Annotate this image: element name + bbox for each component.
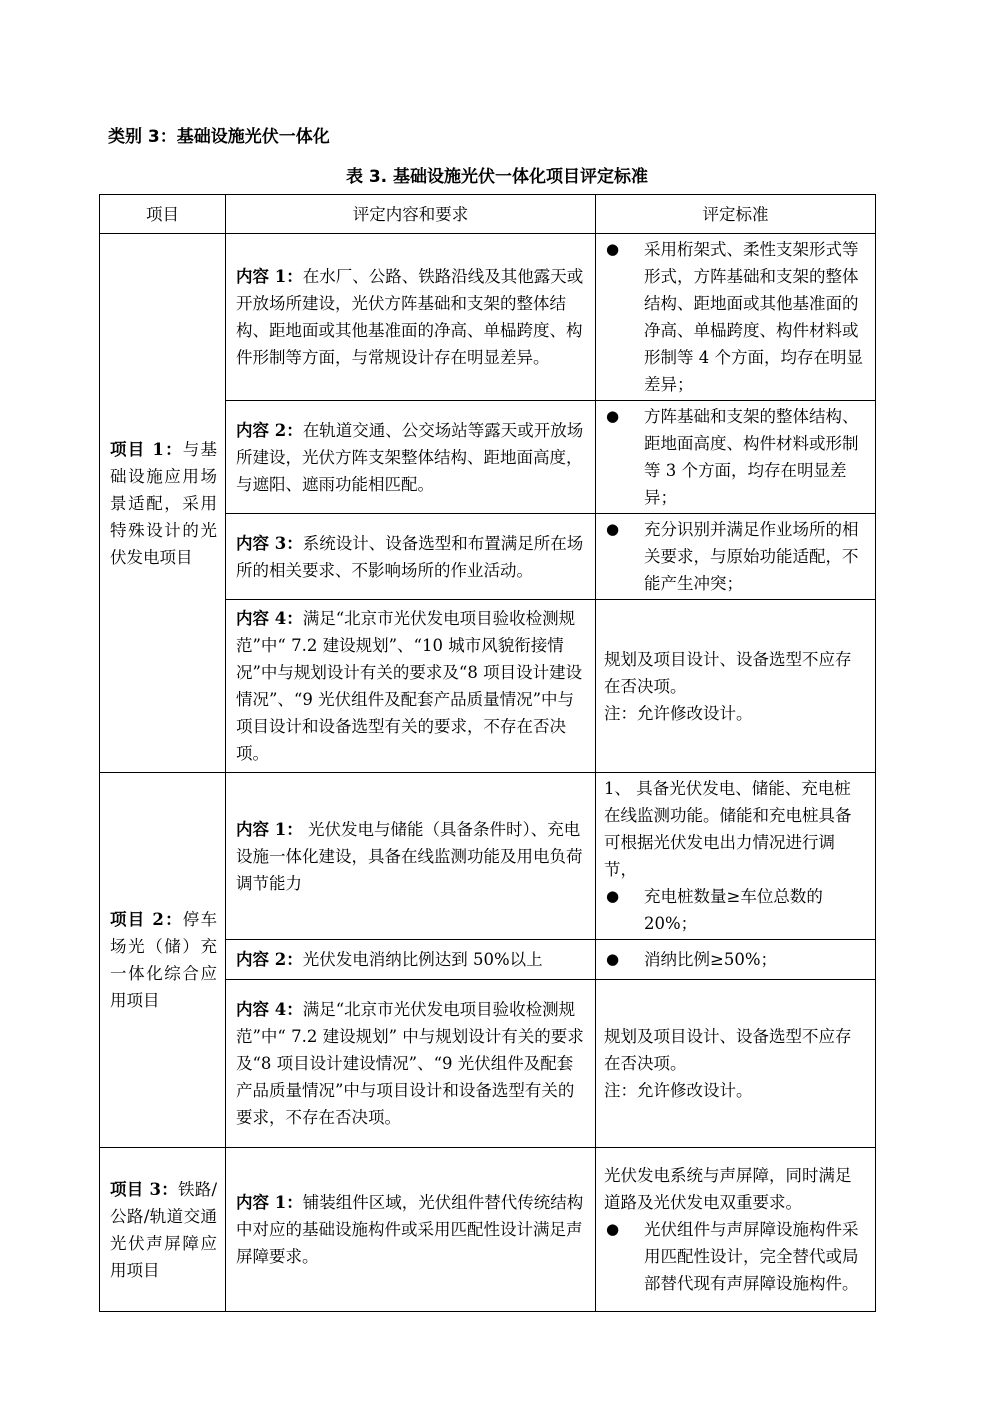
header-content: 评定内容和要求 [226, 195, 596, 234]
content-cell [226, 1148, 596, 1312]
content-text: 在轨道交通、公交场站等露天或开放场所建设，光伏方阵支架整体结构、距地面高度，与遮阳、遮雨功能相匹配。 [236, 420, 584, 494]
bullet-icon: ● [606, 520, 620, 538]
content-text: 光伏发电与储能（具备条件时）、充电设施一体化建设，具备在线监测功能及用电负荷调节能力 [236, 819, 583, 893]
content-label: 内容 4： [236, 609, 303, 628]
content-text: 满足“北京市光伏发电项目验收检测规范”中“ 7.2 建设规划” 中与规划设计有关的要求及“8 项目设计建设情况”、“9 光伏组件及配套产品质量情况”中与项目设计和设备选型有关的要求，不存在否决项。 [236, 1000, 584, 1127]
content-cell [226, 514, 596, 600]
bullet-icon: ● [606, 1220, 620, 1238]
table-caption: 表 3. 基础设施光伏一体化项目评定标准 [345, 167, 649, 187]
content-text: 铺装组件区域，光伏组件替代传统结构中对应的基础设施构件或采用匹配性设计满足声屏障要求。 [236, 1193, 584, 1266]
criteria-cell [596, 401, 876, 514]
content-cell [226, 234, 596, 401]
criteria-text: 充分识别并满足作业场所的相关要求，与原始功能适配，不能产生冲突； [644, 520, 859, 593]
criteria-text: 光伏发电系统与声屏障，同时满足道路及光伏发电双重要求。 [604, 1166, 852, 1212]
criteria-cell [596, 980, 876, 1148]
criteria-text: 消纳比例≥50%； [644, 950, 777, 969]
criteria-cell [596, 234, 876, 401]
content-text: 光伏发电消纳比例达到 50%以上 [302, 950, 543, 969]
content-cell [226, 600, 596, 773]
criteria-cell [596, 514, 876, 600]
content-cell [226, 401, 596, 514]
criteria-bullet-item [604, 946, 867, 973]
project-title-label: 项目 1： [110, 439, 183, 459]
project-cell [100, 234, 226, 773]
header-criteria: 评定标准 [596, 195, 876, 234]
bullet-icon: ● [606, 407, 620, 425]
project-cell [100, 1148, 226, 1312]
content-label: 内容 3： [236, 533, 303, 553]
criteria-text: 采用桁架式、柔性支架形式等形式，方阵基础和支架的整体结构、距地面或其他基准面的净高、单榀跨度、构件材料或形制等 4 个方面，均存在明显差异； [644, 240, 863, 394]
project-title-label: 项目 2： [110, 910, 183, 929]
bullet-icon: ● [606, 887, 620, 905]
content-label: 内容 4： [236, 1000, 303, 1019]
content-label: 内容 1： [236, 267, 303, 286]
project-title-text: 与基础设施应用场景适配，采用特殊设计的光伏发电项目 [110, 439, 217, 567]
table-row [100, 1148, 876, 1312]
criteria-text: 方阵基础和支架的整体结构、距地面高度、构件材料或形制等 3 个方面，均存在明显差异； [644, 407, 859, 507]
content-label: 内容 2： [236, 420, 303, 440]
evaluation-table [99, 194, 876, 1312]
content-cell [226, 940, 596, 980]
criteria-cell [596, 940, 876, 980]
content-text: 满足“北京市光伏发电项目验收检测规范”中“ 7.2 建设规划”、“10 城市风貌衔接情况”中与规划设计有关的要求及“8 项目设计建设情况”、“9 光伏组件及配套产品质量情况”中与项目设计和设备选型有关的要求，不存在否决项。 [236, 609, 583, 763]
project-title-label: 项目 3： [110, 1179, 178, 1199]
content-label: 内容 2： [236, 950, 303, 969]
content-cell [226, 773, 596, 940]
section-heading: 类别 3：基础设施光伏一体化 [108, 127, 330, 147]
table-row [100, 234, 876, 401]
project-title-text: 铁路/公路/轨道交通光伏声屏障应用项目 [110, 1179, 217, 1280]
content-text: 系统设计、设备选型和布置满足所在场所的相关要求、不影响场所的作业活动。 [236, 533, 584, 580]
content-label: 内容 1： [236, 1193, 303, 1212]
criteria-bullet-item [604, 883, 867, 937]
criteria-cell [596, 600, 876, 773]
criteria-text: 光伏组件与声屏障设施构件采用匹配性设计，完全替代或局部替代现有声屏障设施构件。 [644, 1220, 859, 1293]
project-cell [100, 773, 226, 1148]
bullet-icon: ● [606, 950, 620, 968]
criteria-text: 注：允许修改设计。 [604, 703, 753, 723]
criteria-bullet-item [604, 403, 867, 511]
table-row [100, 773, 876, 940]
criteria-bullet-item [604, 1216, 867, 1297]
table-header-row [100, 195, 876, 234]
criteria-cell [596, 773, 876, 940]
header-project: 项目 [100, 195, 226, 234]
content-text: 在水厂、公路、铁路沿线及其他露天或开放场所建设，光伏方阵基础和支架的整体结构、距地面或其他基准面的净高、单榀跨度、构件形制等方面，与常规设计存在明显差异。 [236, 267, 584, 367]
project-title-text: 停车场光（储）充一体化综合应用项目 [110, 910, 217, 1010]
criteria-text: 规划及项目设计、设备选型不应存在否决项。 [604, 1027, 852, 1073]
content-cell [226, 980, 596, 1148]
criteria-cell [596, 1148, 876, 1312]
criteria-text: 充电桩数量≥车位总数的 20%； [644, 887, 823, 933]
table-body [100, 234, 876, 1312]
criteria-bullet-item [604, 236, 867, 398]
content-label: 内容 1： [236, 819, 303, 839]
criteria-text: 1、 具备光伏发电、储能、充电桩在线监测功能。储能和充电桩具备可根据光伏发电出力情况进行调节， [604, 779, 852, 879]
criteria-bullet-item [604, 516, 867, 597]
criteria-text: 注：允许修改设计。 [604, 1081, 753, 1100]
criteria-text: 规划及项目设计、设备选型不应存在否决项。 [604, 649, 852, 696]
bullet-icon: ● [606, 240, 620, 258]
